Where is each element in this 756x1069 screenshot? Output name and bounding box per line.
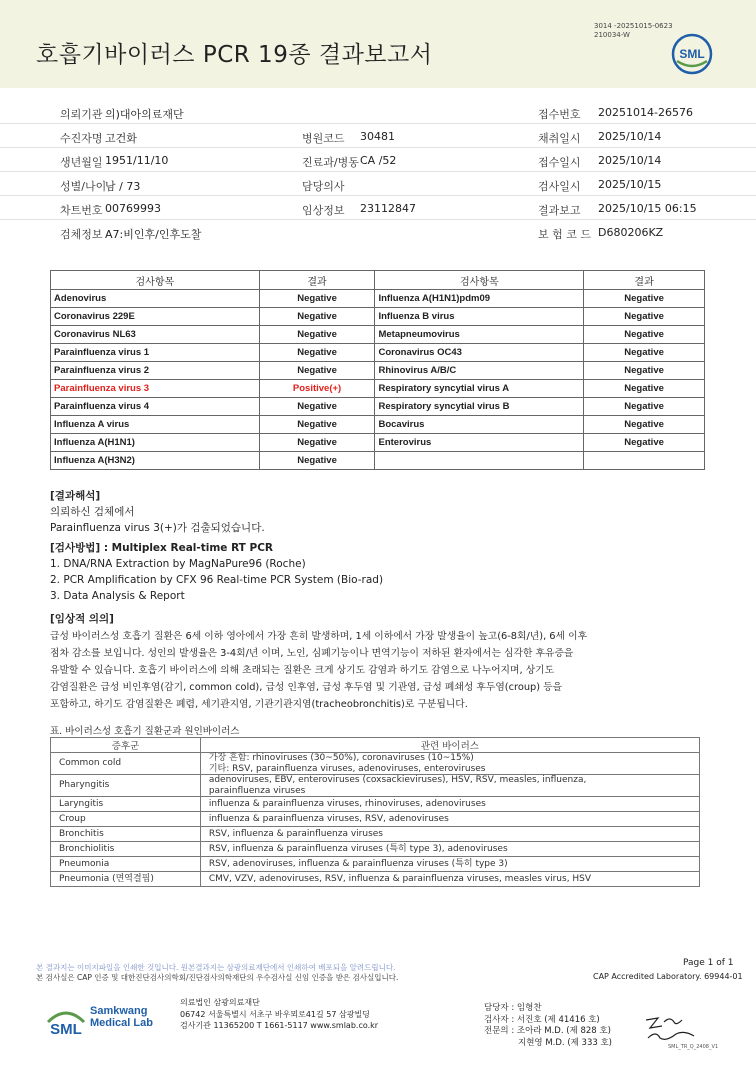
test-result: Negative bbox=[259, 398, 375, 416]
test-result: Negative bbox=[259, 290, 375, 308]
test-result: Negative bbox=[584, 362, 705, 380]
syndrome-cell: Croup bbox=[51, 812, 201, 827]
svg-text:SML: SML bbox=[50, 1021, 82, 1038]
certification-note: 본 검사실은 CAP 인증 및 대한진단검사의학회/진단검사의학재단의 우수검사실 신임 인증을 받은 검사실입니다. bbox=[36, 973, 399, 982]
test-item: Influenza A(H1N1)pdm09 bbox=[375, 290, 584, 308]
sml-logo-icon bbox=[671, 33, 713, 75]
info-row: 수진자명 고건화 병원코드 30481 채취일시 2025/10/14 bbox=[0, 124, 756, 148]
test-item: Influenza A(H3N2) bbox=[51, 452, 260, 470]
insurance-value: D680206KZ bbox=[598, 226, 664, 239]
method-title: [검사방법] : Multiplex Real-time RT PCR bbox=[50, 542, 273, 554]
table-row bbox=[51, 452, 705, 470]
info-row: 의뢰기관 의)대아의료재단 접수번호 20251014-26576 bbox=[0, 100, 756, 124]
method-section: [검사방법] : Multiplex Real-time RT PCR 1. DNA/RNA Extraction by MagNaPure96 (Roche) 2. PCR Amplification by CFX 96 Real-time PCR System (Bio-rad) 3. Data Analysis & Report bbox=[50, 542, 384, 602]
test-result: Negative bbox=[259, 362, 375, 380]
info-row: 생년월일 1951/11/10 진료과/병동 CA /52 접수일시 2025/10/14 bbox=[0, 148, 756, 172]
clinical-title: [임상적 의의] bbox=[50, 613, 114, 625]
test-item: Coronavirus NL63 bbox=[51, 326, 260, 344]
table-row bbox=[51, 434, 705, 452]
test-result: Negative bbox=[584, 398, 705, 416]
test-result bbox=[584, 452, 705, 470]
test-item bbox=[375, 452, 584, 470]
syndrome-cell: Bronchiolitis bbox=[51, 842, 201, 857]
test-item: Parainfluenza virus 2 bbox=[51, 362, 260, 380]
test-item: Parainfluenza virus 1 bbox=[51, 344, 260, 362]
hospital-code-value: 30481 bbox=[360, 130, 395, 143]
svg-text:SML: SML bbox=[679, 47, 705, 61]
test-item: Coronavirus 229E bbox=[51, 308, 260, 326]
dob-value: 1951/11/10 bbox=[105, 154, 169, 167]
virus-table-caption: 표. 바이러스성 호흡기 질환군과 원인바이러스 bbox=[50, 726, 240, 737]
test-result: Negative bbox=[584, 416, 705, 434]
virus-header-row bbox=[51, 738, 700, 753]
interpretation-result: Parainfluenza virus 3(+)가 검출되었습니다. bbox=[50, 522, 265, 534]
report-date-value: 2025/10/15 06:15 bbox=[598, 202, 697, 215]
report-title: 호흡기바이러스 PCR 19종 결과보고서 bbox=[36, 42, 433, 68]
table-row bbox=[51, 842, 700, 857]
syndrome-cell: Common cold bbox=[51, 753, 201, 775]
virus-cell: CMV, VZV, adenoviruses, RSV, influenza & parainfluenza viruses, measles virus, HSV bbox=[200, 872, 699, 887]
test-result: Negative bbox=[584, 308, 705, 326]
results-table bbox=[50, 270, 705, 470]
institution-value: 의)대아의료재단 bbox=[105, 108, 184, 121]
test-item: Influenza A(H1N1) bbox=[51, 434, 260, 452]
table-row bbox=[51, 775, 700, 797]
table-row bbox=[51, 326, 705, 344]
table-row bbox=[51, 362, 705, 380]
interpretation-title: [결과해석] bbox=[50, 490, 101, 502]
table-row bbox=[51, 416, 705, 434]
test-result: Negative bbox=[259, 452, 375, 470]
table-row bbox=[51, 872, 700, 887]
table-row bbox=[51, 812, 700, 827]
test-result: Negative bbox=[584, 344, 705, 362]
table-row bbox=[51, 398, 705, 416]
results-header-row bbox=[51, 271, 705, 290]
test-item: Bocavirus bbox=[375, 416, 584, 434]
test-result: Negative bbox=[259, 434, 375, 452]
test-result-positive: Positive(+) bbox=[259, 380, 375, 398]
report-header bbox=[0, 0, 756, 88]
virus-cell: RSV, adenoviruses, influenza & parainfluenza viruses (특히 type 3) bbox=[200, 857, 699, 872]
virus-cell: RSV, influenza & parainfluenza viruses (특히 type 3), adenoviruses bbox=[200, 842, 699, 857]
table-row bbox=[51, 753, 700, 775]
table-row bbox=[51, 827, 700, 842]
info-row: 성별/나이 남 / 73 담당의사 검사일시 2025/10/15 bbox=[0, 172, 756, 196]
page-number: Page 1 of 1 bbox=[683, 958, 734, 968]
virus-table bbox=[50, 737, 700, 887]
test-date-value: 2025/10/15 bbox=[598, 178, 662, 191]
test-result: Negative bbox=[259, 326, 375, 344]
table-row bbox=[51, 290, 705, 308]
info-row: 검체정보 A7:비인후/인후도찰 보 험 코 드 D680206KZ bbox=[60, 226, 664, 241]
virus-cell: RSV, influenza & parainfluenza viruses bbox=[200, 827, 699, 842]
test-item: Respiratory syncytial virus B bbox=[375, 398, 584, 416]
column-header: 결과 bbox=[584, 271, 705, 290]
table-row bbox=[51, 308, 705, 326]
staff-list: 담당자 : 임형찬 검사자 : 서진호 (제 41416 호) 전문의 : 조아라 M.D. (제 828 호) 지현영 M.D. (제 333 호) bbox=[484, 1003, 613, 1048]
test-item: Enterovirus bbox=[375, 434, 584, 452]
test-item: Respiratory syncytial virus A bbox=[375, 380, 584, 398]
test-item-positive: Parainfluenza virus 3 bbox=[51, 380, 260, 398]
lab-address: 의료법인 삼광의료재단 06742 서울특별시 서초구 바우뫼로41길 57 삼광빌딩 검사기관 11365200 T 1661-5117 www.smlab.co.kr bbox=[180, 998, 379, 1030]
sex-age-value: 남 / 73 bbox=[105, 180, 141, 193]
column-header: 관련 바이러스 bbox=[200, 738, 699, 753]
test-result: Negative bbox=[584, 434, 705, 452]
cap-accreditation: CAP Accredited Laboratory. 69944-01 bbox=[593, 972, 743, 981]
test-result: Negative bbox=[584, 380, 705, 398]
test-item: Coronavirus OC43 bbox=[375, 344, 584, 362]
lab-name: Samkwang Medical Lab bbox=[90, 1005, 153, 1029]
column-header: 증후군 bbox=[51, 738, 201, 753]
test-result: Negative bbox=[259, 308, 375, 326]
table-row-positive bbox=[51, 380, 705, 398]
test-item: Influenza B virus bbox=[375, 308, 584, 326]
test-item: Metapneumovirus bbox=[375, 326, 584, 344]
table-row bbox=[51, 797, 700, 812]
interpretation-section: [결과해석] 의뢰하신 검체에서 Parainfluenza virus 3(+)가 검출되었습니다. bbox=[50, 490, 265, 534]
syndrome-cell: Pharyngitis bbox=[51, 775, 201, 797]
patient-name-value: 고건화 bbox=[105, 132, 137, 145]
info-row: 차트번호 00769993 임상정보 23112847 결과보고 2025/10/15 06:15 bbox=[0, 196, 756, 220]
table-row bbox=[51, 344, 705, 362]
virus-cell: 가장 흔함: rhinoviruses (30~50%), coronaviruses (10~15%) 기타: RSV, parainfluenza viruses, adenoviruses, enteroviruses bbox=[200, 753, 699, 775]
column-header: 결과 bbox=[259, 271, 375, 290]
virus-cell: influenza & parainfluenza viruses, rhinoviruses, adenoviruses bbox=[200, 797, 699, 812]
syndrome-cell: Laryngitis bbox=[51, 797, 201, 812]
syndrome-cell: Bronchitis bbox=[51, 827, 201, 842]
document-code: 3014 -20251015-0623 210034-W bbox=[594, 22, 673, 39]
chart-no-value: 00769993 bbox=[105, 202, 161, 215]
syndrome-cell: Pneumonia bbox=[51, 857, 201, 872]
print-watermark-note: 본 결과지는 이미지파일을 인쇄한 것입니다. 원본결과지는 삼광의료재단에서 인쇄하여 배포되을 알려드립니다. bbox=[36, 963, 396, 972]
signature-icon bbox=[640, 1012, 700, 1044]
test-item: Rhinovirus A/B/C bbox=[375, 362, 584, 380]
column-header: 검사항목 bbox=[375, 271, 584, 290]
test-result: Negative bbox=[584, 326, 705, 344]
dept-value: CA /52 bbox=[360, 154, 397, 167]
virus-cell: adenoviruses, EBV, enteroviruses (coxsackieviruses), HSV, RSV, measles, influenza, parainfluenza viruses bbox=[200, 775, 699, 797]
virus-cell: influenza & parainfluenza viruses, RSV, adenoviruses bbox=[200, 812, 699, 827]
syndrome-cell: Pneumonia (면역결핍) bbox=[51, 872, 201, 887]
clinical-value: 23112847 bbox=[360, 202, 416, 215]
receipt-no-value: 20251014-26576 bbox=[598, 106, 693, 119]
test-result: Negative bbox=[259, 416, 375, 434]
test-item: Influenza A virus bbox=[51, 416, 260, 434]
collect-date-value: 2025/10/14 bbox=[598, 130, 662, 143]
column-header: 검사항목 bbox=[51, 271, 260, 290]
receipt-date-value: 2025/10/14 bbox=[598, 154, 662, 167]
test-result: Negative bbox=[259, 344, 375, 362]
specimen-value: A7:비인후/인후도찰 bbox=[105, 228, 202, 241]
test-item: Parainfluenza virus 4 bbox=[51, 398, 260, 416]
table-row bbox=[51, 857, 700, 872]
test-result: Negative bbox=[584, 290, 705, 308]
form-code: SML_TR_Q_2408_V1 bbox=[668, 1044, 719, 1050]
test-item: Adenovirus bbox=[51, 290, 260, 308]
clinical-significance-section: [임상적 의의] 급성 바이러스성 호흡기 질환은 6세 이하 영아에서 가장 흔히 발생하며, 1세 이하에서 가장 발생율이 높고(6-8회/년), 6세 이후 점차 감소를 보입니다. 성인의 발생율은 3-4회/년 이며, 노인, 심폐기능이나 면역기능이 저하된 환자에서는 심각한 후유증을 유발할 수 있습니다. 호흡기 바이러스에 의해 초래되는 질환은 크게 상기도 감염과 하기도 감염으로 나누어지며, 상기도 감염질환은 급성 비인후염(감기, common cold), 급성 인후염, 급성 후두염 및 기관염, 급성 폐쇄성 후두염(croup) 등을 포함하고, 하기도 감염질환은 폐렴, 세기관지염, 기관기관지염(tracheobronchitis)로 구분됩니다. bbox=[50, 613, 588, 710]
